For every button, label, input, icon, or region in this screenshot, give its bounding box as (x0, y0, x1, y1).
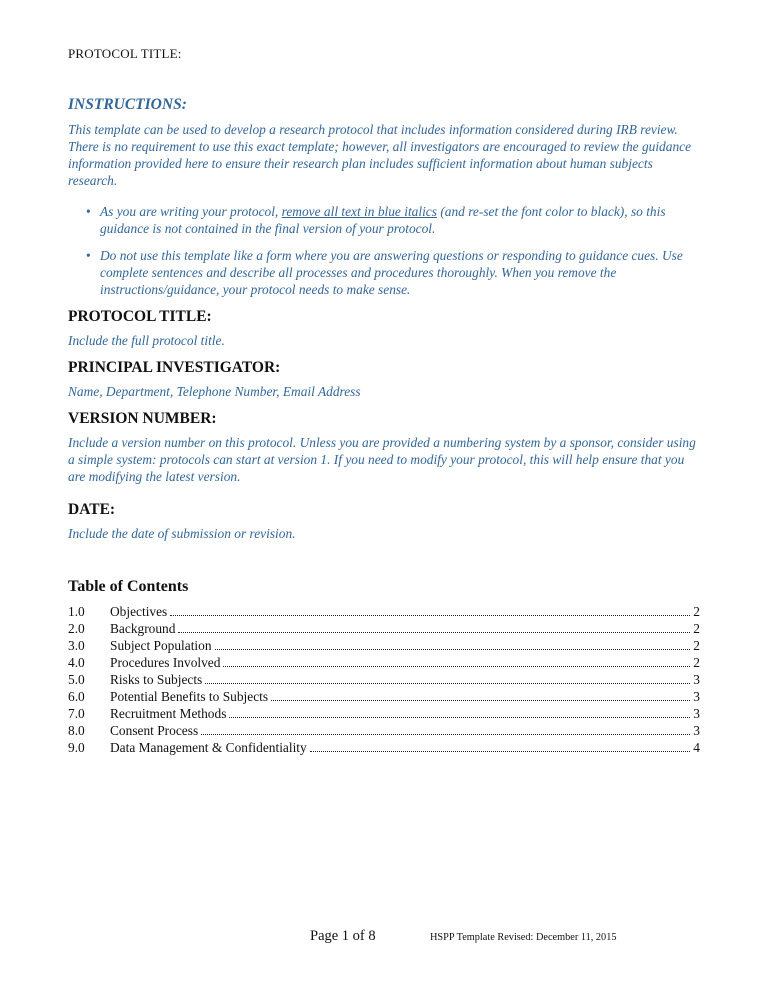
toc-entry-potential-benefits (68, 688, 700, 705)
toc-dot-leader (201, 734, 690, 735)
toc-entry-page: 4 (693, 740, 700, 755)
section-guidance-protocol-title: Include the full protocol title. (68, 333, 225, 348)
toc-entry-consent-process (68, 722, 700, 739)
toc-entry-label: Procedures Involved (110, 655, 221, 670)
toc-entry-number: 7.0 (68, 706, 85, 721)
toc-entry-number: 8.0 (68, 723, 85, 738)
section-heading-version-number: VERSION NUMBER: (68, 410, 217, 427)
toc-entry-label: Potential Benefits to Subjects (110, 689, 269, 704)
page-number-indicator: Page 1 of 8 (310, 928, 376, 944)
instructions-heading: INSTRUCTIONS: (68, 96, 187, 113)
instruction-bullet-2 (86, 247, 700, 298)
toc-entry-number: 9.0 (68, 740, 85, 755)
toc-entry-number: 5.0 (68, 672, 85, 687)
toc-entry-page: 3 (693, 672, 700, 687)
section-heading-principal-investigator: PRINCIPAL INVESTIGATOR: (68, 359, 281, 376)
toc-dot-leader (310, 751, 691, 752)
toc-entry-page: 2 (693, 655, 700, 670)
toc-entry-label: Risks to Subjects (110, 672, 203, 687)
toc-entry-label: Subject Population (110, 638, 212, 653)
toc-entry-page: 2 (693, 604, 700, 619)
toc-entry-objectives (68, 603, 700, 620)
toc-dot-leader (178, 632, 690, 633)
section-guidance-principal-investigator: Name, Department, Telephone Number, Email Address (68, 384, 361, 399)
toc-dot-leader (170, 615, 690, 616)
toc-entry-page: 3 (693, 723, 700, 738)
toc-entry-risks-to-subjects (68, 671, 700, 688)
template-revision-note: HSPP Template Revised: December 11, 2015 (430, 932, 617, 943)
toc-entry-data-management (68, 739, 700, 756)
toc-dot-leader (271, 700, 690, 701)
toc-entry-number: 3.0 (68, 638, 85, 653)
instruction-bullet-1 (86, 203, 700, 237)
toc-entry-recruitment-methods (68, 705, 700, 722)
toc-entry-number: 4.0 (68, 655, 85, 670)
section-guidance-version-number: Include a version number on this protocol. Unless you are provided a numbering system by a sponsor, consider using a simple system: protocols can start at version 1. If you need to modify your protocol, this will help ensure that you are modifying the latest version. (68, 435, 696, 484)
section-heading-date: DATE: (68, 501, 116, 518)
toc-entry-label: Data Management & Confidentiality (110, 740, 307, 755)
instructions-intro-paragraph: This template can be used to develop a research protocol that includes information considered during IRB review. There is no requirement to use this exact template; however, all investigators are encouraged to review the guidance information provided here to ensure their research plan includes sufficient information about human subjects research. (68, 122, 692, 188)
toc-entry-label: Consent Process (110, 723, 199, 738)
toc-entry-number: 2.0 (68, 621, 85, 636)
protocol-title-field-label: PROTOCOL TITLE: (68, 46, 182, 61)
bullet-1-suffix: (and re-set the font color to black), so this guidance is not contained in the final version of your protocol. (100, 204, 666, 236)
toc-entry-label: Recruitment Methods (110, 706, 227, 721)
toc-entry-background (68, 620, 700, 637)
section-heading-protocol-title: PROTOCOL TITLE: (68, 308, 212, 325)
toc-dot-leader (229, 717, 690, 718)
toc-entry-page: 2 (693, 621, 700, 636)
toc-entry-number: 1.0 (68, 604, 85, 619)
section-guidance-date: Include the date of submission or revision. (68, 526, 296, 541)
toc-entry-subject-population (68, 637, 700, 654)
toc-entry-label: Objectives (110, 604, 168, 619)
bullet-1-prefix: As you are writing your protocol, (100, 204, 282, 219)
table-of-contents-title: Table of Contents (68, 578, 189, 595)
toc-entry-label: Background (110, 621, 176, 636)
toc-dot-leader (215, 649, 691, 650)
toc-dot-leader (205, 683, 690, 684)
toc-entry-page: 3 (693, 706, 700, 721)
toc-entry-page: 3 (693, 689, 700, 704)
toc-entry-number: 6.0 (68, 689, 85, 704)
toc-entry-procedures-involved (68, 654, 700, 671)
toc-entry-page: 2 (693, 638, 700, 653)
toc-dot-leader (223, 666, 690, 667)
bullet-2-text: Do not use this template like a form where you are answering questions or responding to guidance cues. Use complete sentences and describe all processes and procedures thoroughly. When you remove the instructions/guidance, your protocol needs to make sense. (100, 248, 683, 297)
bullet-1-underlined-phrase: remove all text in blue italics (281, 204, 437, 219)
instructions-bullet-list (68, 203, 700, 298)
table-of-contents (68, 603, 700, 756)
